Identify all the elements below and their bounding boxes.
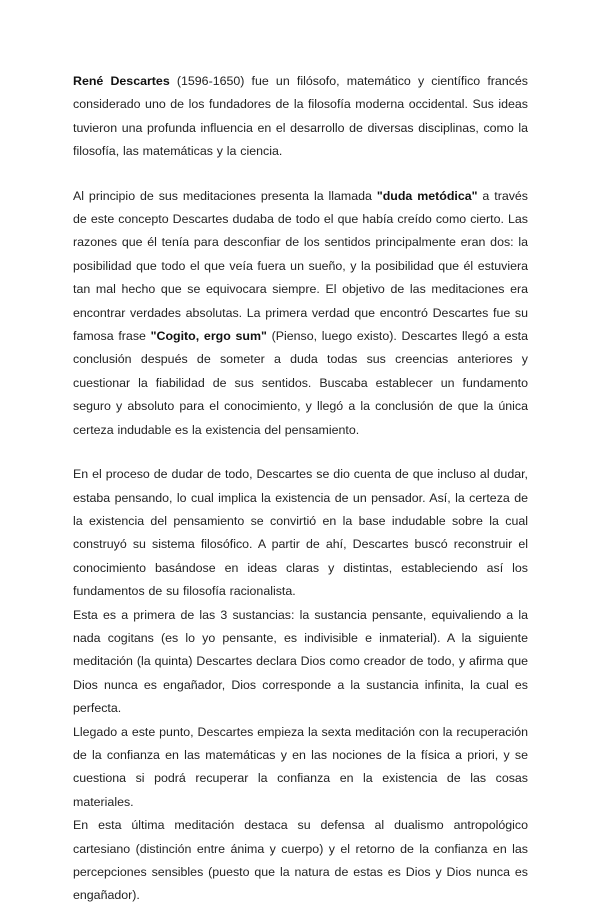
paragraph-text: (Pienso, luego existo). Descartes llegó a esta conclusión después de someter a duda todas sus creencias anteriores y cuestionar la fiabilidad de sus sentidos. Buscaba establecer un fundamento seguro y absoluto para el conocimiento, y llegó a la conclusión de que la única certeza indudable es la existencia del pensamiento. (73, 329, 528, 437)
paragraph-dualismo: En esta última meditación destaca su defensa al dualismo antropológico cartesiano (distinción entre ánima y cuerpo) y el retorno de la confianza en las percepciones sensibles (puesto que la natura de estas es Dios y Dios nunca es engañador). (73, 818, 528, 903)
paragraph-text: (1596-1650) fue un filósofo, matemático y científico francés considerado uno de los fundadores de la filosofía moderna occidental. Sus ideas tuvieron una profunda influencia en el desarrollo de diversas disciplinas, como la filosofía, las matemáticas y la ciencia. (73, 74, 528, 159)
paragraph-proceso: En el proceso de dudar de todo, Descartes se dio cuenta de que incluso al dudar, estaba pensando, lo cual implica la existencia de un pensador. Así, la certeza de la existencia del pensamiento se convirtió en la base indudable sobre la cual construyó su sistema filosófico. A partir de ahí, Descartes buscó reconstruir el conocimiento basándose en ideas claras y distintas, estableciendo así los fundamentos de su filosofía racionalista. (73, 467, 528, 599)
paragraph-duda (73, 185, 528, 442)
paragraph-text: Al principio de sus meditaciones presenta la llamada (73, 188, 377, 203)
paragraph-gap (73, 442, 528, 463)
bold-name: René Descartes (73, 74, 170, 88)
paragraph-gap (73, 164, 528, 185)
paragraph-intro (73, 70, 528, 164)
paragraph-sexta-meditacion: Llegado a este punto, Descartes empieza la sexta meditación con la recuperación de la confianza en las matemáticas y en las nociones de la física a priori, y se cuestiona si podrá recuperar la confianza en la existencia de las cosas materiales. (73, 724, 528, 809)
bold-duda-metodica: "duda metódica" (376, 188, 478, 203)
bold-cogito: "Cogito, ergo sum" (150, 329, 267, 344)
paragraph-sustancias: Esta es a primera de las 3 sustancias: la sustancia pensante, equivaliendo a la nada cogitans (es lo yo pensante, es indivisible e inmaterial). A la siguiente meditación (la quinta) Descartes declara Dios como creador de todo, y afirma que Dios nunca es engañador, Dios corresponde a la sustancia infinita, la cual es perfecta. (73, 607, 528, 716)
paragraph-text: a través de este concepto Descartes dudaba de todo el que había creído como cierto. Las razones que él tenía para desconfiar de los sentidos principalmente eran dos: la posibilidad que todo el que veía fuera un sueño, y la posibilidad que él estuviera tan mal hecho que se equivocara siempre. El objetivo de las meditaciones era encontrar verdades absolutas. La primera verdad que encontró Descartes fue su famosa frase (73, 188, 528, 344)
